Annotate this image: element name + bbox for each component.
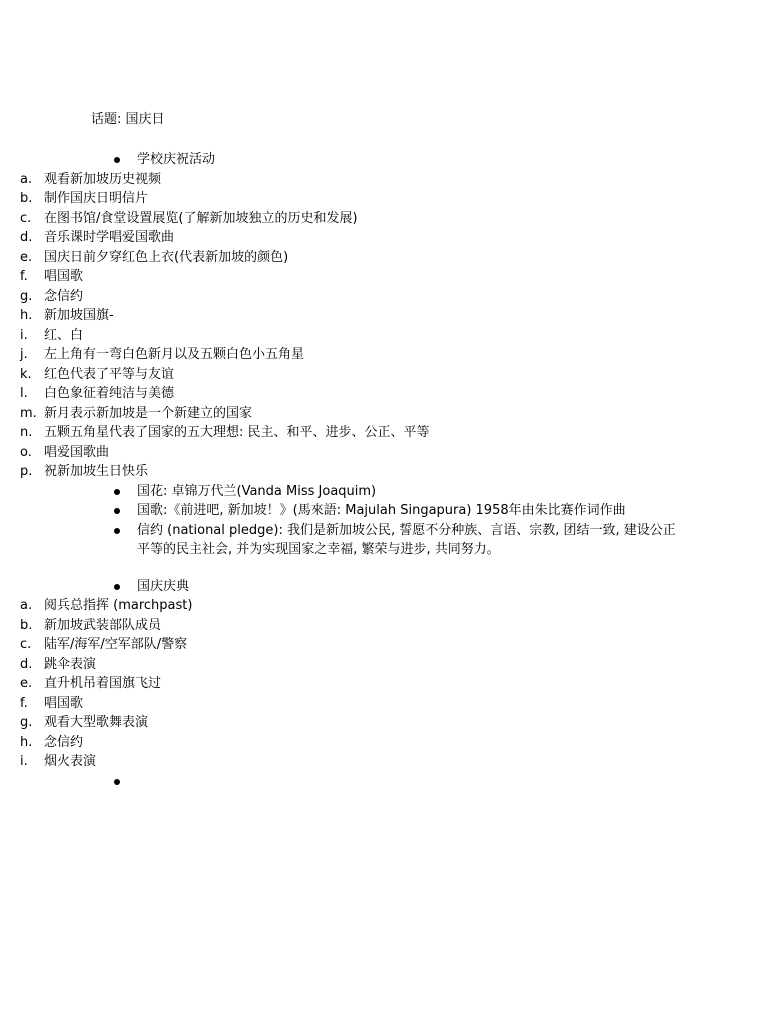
list-item [0, 462, 768, 482]
list-item [0, 713, 768, 733]
list-item [0, 752, 768, 772]
school-activities-list [0, 170, 768, 482]
list-item [0, 733, 768, 753]
bullet-icon [114, 779, 120, 785]
list-marker: k. [20, 366, 32, 382]
list-item-text: 烟火表演 [44, 754, 97, 769]
list-item-text: 国庆日前夕穿红色上衣(代表新加坡的颜色) [44, 249, 289, 265]
list-item-text: 制作国庆日明信片 [44, 191, 149, 206]
bullet-school-activities [0, 150, 677, 170]
list-item [0, 655, 768, 675]
list-item [0, 170, 768, 190]
bullet-ceremony [0, 577, 677, 597]
list-item [0, 228, 768, 248]
list-item [0, 306, 768, 326]
list-marker: a. [20, 598, 33, 613]
list-item-text: 观看大型歌舞表演 [44, 715, 149, 730]
list-item-text: 念信约 [44, 734, 84, 750]
bullet-national-anthem [0, 501, 677, 521]
bullet-icon [114, 157, 120, 163]
list-item [0, 635, 768, 655]
list-item-text: 五颗五角星代表了国家的五大理想: 民主、和平、进步、公正、平等 [44, 425, 430, 440]
bullet-list [0, 150, 768, 791]
bullet-icon [114, 508, 120, 514]
list-item-text: 新加坡武装部队成员 [44, 617, 162, 633]
list-item-text: 唱爱国歌曲 [44, 444, 110, 460]
list-marker: d. [20, 656, 33, 672]
list-marker: g. [20, 288, 33, 304]
list-item-text: 念信约 [44, 288, 84, 304]
list-marker: c. [20, 210, 32, 226]
list-item [0, 248, 768, 268]
list-item-text: 唱国歌 [44, 269, 84, 284]
list-item-text: 直升机吊着国旗飞过 [44, 676, 162, 691]
list-item [0, 345, 768, 365]
fact-text: 信约 (national pledge): 我们是新加坡公民, 誓愿不分种族、言语、宗教, 团结一致, 建设公正平等的民主社会, 并为实现国家之幸福, 繁荣与进步, 共同努力。 [137, 522, 676, 557]
list-marker: b. [20, 617, 33, 633]
list-marker: m. [20, 405, 37, 421]
fact-text: 国歌:《前进吧, 新加坡！》(馬來語: Majulah Singapura) 1958年由朱比赛作词作曲 [137, 503, 626, 518]
list-marker: g. [20, 715, 33, 730]
list-marker: a. [20, 171, 33, 187]
bullet-national-pledge [0, 521, 677, 560]
list-item-text: 跳伞表演 [44, 656, 97, 672]
list-item-text: 新月表示新加坡是一个新建立的国家 [44, 405, 253, 421]
list-item [0, 694, 768, 714]
list-marker: o. [20, 444, 32, 460]
section-title: 国庆庆典 [137, 578, 190, 594]
list-marker: e. [20, 249, 33, 265]
list-item-text: 新加坡国旗- [44, 308, 114, 323]
fact-text: 国花: 卓锦万代兰(Vanda Miss Joaquim) [137, 483, 377, 499]
list-item-text: 唱国歌 [44, 695, 84, 711]
list-item-text: 陆军/海军/空军部队/警察 [44, 637, 188, 652]
ceremony-list [0, 596, 768, 772]
bullet-icon [114, 528, 120, 534]
list-item-text: 左上角有一弯白色新月以及五颗白色小五角星 [44, 347, 305, 362]
list-item [0, 596, 768, 616]
topic-heading: 话题: 国庆日 [91, 112, 165, 127]
bullet-icon [114, 489, 120, 495]
list-item [0, 423, 768, 443]
list-marker: e. [20, 676, 33, 691]
list-item [0, 384, 768, 404]
list-item-text: 红、白 [44, 327, 84, 343]
list-marker: c. [20, 637, 32, 652]
spacer [0, 560, 768, 577]
list-marker: i. [20, 327, 28, 343]
list-marker: h. [20, 308, 33, 323]
list-marker: j. [20, 347, 28, 362]
list-item [0, 365, 768, 385]
list-item [0, 267, 768, 287]
list-item [0, 674, 768, 694]
list-item-text: 观看新加坡历史视频 [44, 171, 162, 187]
list-marker: l. [20, 386, 28, 401]
list-item-text: 在图书馆/食堂设置展览(了解新加坡独立的历史和发展) [44, 210, 358, 226]
list-marker: n. [20, 425, 33, 440]
list-marker: f. [20, 269, 28, 284]
list-item [0, 404, 768, 424]
list-item-text: 阅兵总指挥 (marchpast) [44, 598, 193, 613]
list-item [0, 189, 768, 209]
list-item-text: 祝新加坡生日快乐 [44, 464, 149, 479]
bullet-national-flower [0, 482, 677, 502]
list-marker: b. [20, 191, 33, 206]
list-item-text: 音乐课时学唱爱国歌曲 [44, 230, 175, 245]
list-item [0, 616, 768, 636]
bullet-icon [114, 584, 120, 590]
list-marker: p. [20, 464, 33, 479]
list-marker: f. [20, 695, 28, 711]
list-marker: d. [20, 230, 33, 245]
list-item-text: 白色象征着纯洁与美德 [44, 386, 175, 401]
bullet-empty [0, 772, 677, 792]
list-marker: h. [20, 734, 33, 750]
list-item [0, 326, 768, 346]
list-item [0, 443, 768, 463]
section-title: 学校庆祝活动 [137, 152, 216, 167]
list-item [0, 287, 768, 307]
list-item [0, 209, 768, 229]
list-item-text: 红色代表了平等与友谊 [44, 366, 175, 382]
list-marker: i. [20, 754, 28, 769]
